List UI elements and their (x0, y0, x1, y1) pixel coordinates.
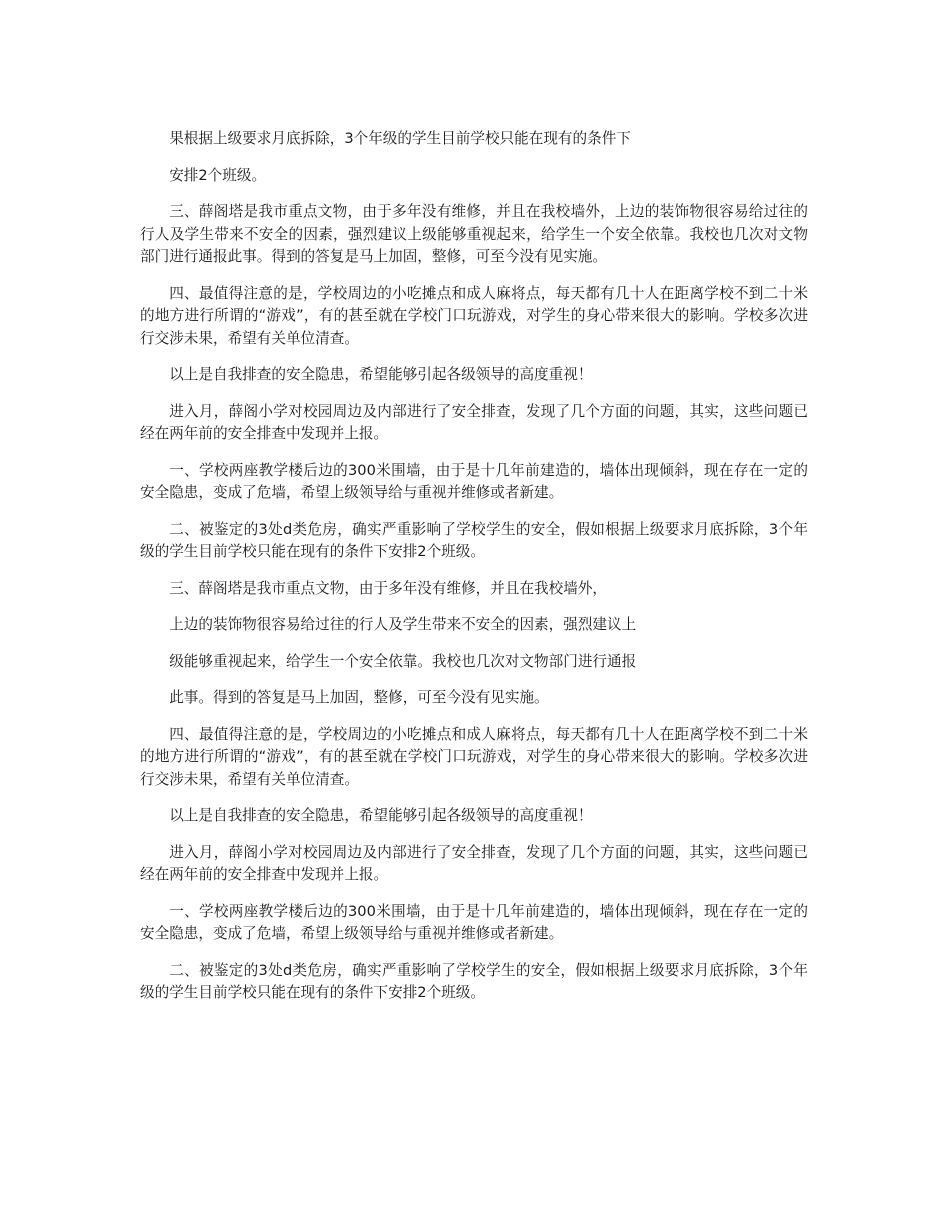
paragraph: 三、薛阁塔是我市重点文物，由于多年没有维修，并且在我校墙外， (169, 579, 608, 597)
paragraph: 以上是自我排查的安全隐患，希望能够引起各级领导的高度重视！ (169, 807, 593, 824)
paragraph: 此事。得到的答复是马上加固，整修，可至今没有见实施。 (169, 689, 549, 706)
paragraph: 三、薛阁塔是我市重点文物，由于多年没有维修，并且在我校墙外，上边的装饰物很容易给过往的行人及学生带来不安全的因素，强烈建议上级能够重视起来，给学生一个安全依靠。我校也几次对文物部门进行通报此事。得到的答复是马上加固，整修，可至今没有见实施。 (140, 203, 808, 265)
paragraph: 四、最值得注意的是，学校周边的小吃摊点和成人麻将点，每天都有几十人在距离学校不到二十米的地方进行所谓的“游戏”，有的甚至就在学校门口玩游戏，对学生的身心带来很大的影响。学校多次进行交涉未果，希望有关单位清查。 (140, 284, 808, 347)
paragraph: 级能够重视起来，给学生一个安全依靠。我校也几次对文物部门进行通报 (169, 652, 637, 670)
paragraph: 进入月，薛阁小学对校园周边及内部进行了安全排查，发现了几个方面的问题，其实，这些问题已经在两年前的安全排查中发现并上报。 (140, 843, 808, 883)
paragraph: 二、被鉴定的3处d类危房，确实严重影响了学校学生的安全，假如根据上级要求月底拆除，3个年级的学生目前学校只能在现有的条件下安排2个班级。 (140, 520, 808, 560)
paragraph: 二、被鉴定的3处d类危房，确实严重影响了学校学生的安全，假如根据上级要求月底拆除，3个年级的学生目前学校只能在现有的条件下安排2个班级。 (140, 961, 808, 1001)
paragraph: 一、学校两座教学楼后边的300米围墙，由于是十几年前建造的，墙体出现倾斜，现在存在一定的安全隐患，变成了危墙，希望上级领导给与重视并维修或者新建。 (140, 461, 808, 501)
paragraph: 安排2个班级。 (169, 166, 267, 184)
document-body (140, 128, 808, 1019)
paragraph: 四、最值得注意的是，学校周边的小吃摊点和成人麻将点，每天都有几十人在距离学校不到二十米的地方进行所谓的“游戏”，有的甚至就在学校门口玩游戏，对学生的身心带来很大的影响。学校多次进行交涉未果，希望有关单位清查。 (140, 725, 808, 788)
paragraph: 果根据上级要求月底拆除，3个年级的学生目前学校只能在现有的条件下 (169, 130, 631, 147)
paragraph: 一、学校两座教学楼后边的300米围墙，由于是十几年前建造的，墙体出现倾斜，现在存在一定的安全隐患，变成了危墙，希望上级领导给与重视并维修或者新建。 (140, 902, 808, 942)
paragraph: 以上是自我排查的安全隐患，希望能够引起各级领导的高度重视！ (169, 366, 593, 383)
paragraph: 上边的装饰物很容易给过往的行人及学生带来不安全的因素，强烈建议上 (169, 616, 637, 633)
paragraph: 进入月，薛阁小学对校园周边及内部进行了安全排查，发现了几个方面的问题，其实，这些问题已经在两年前的安全排查中发现并上报。 (140, 402, 808, 442)
